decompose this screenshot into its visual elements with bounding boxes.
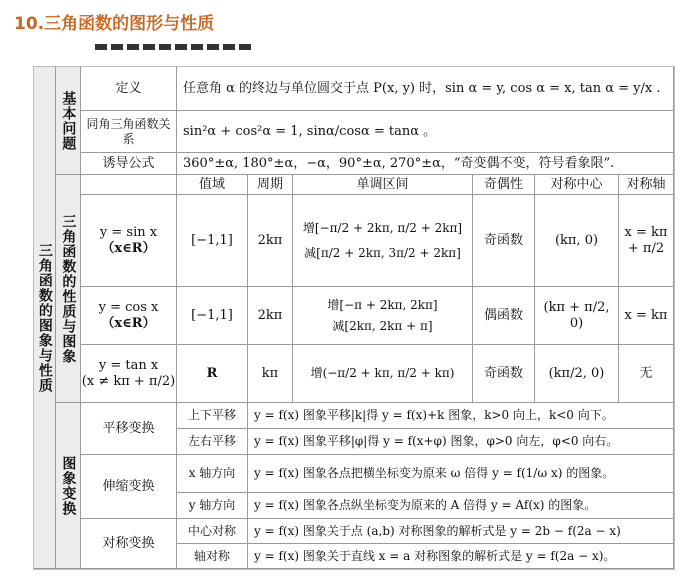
- transform-content-vertical-shift: y = f(x) 图象平移|k|得 y = f(x)+k 图象，k>0 向上，k<0 向下。: [248, 403, 674, 429]
- props-header-blank: [81, 175, 177, 195]
- fn-cos-center: (kπ + π/2, 0): [535, 287, 619, 345]
- prop-header-period: 周期: [248, 175, 293, 195]
- cropped-heading-fragment: [95, 44, 275, 54]
- fn-tan-range: R: [177, 345, 248, 403]
- big-header: 三角函数的图象与性质: [34, 67, 56, 569]
- fn-cos-parity: 偶函数: [473, 287, 535, 345]
- transform-content-center-symmetry: y = f(x) 图象关于点 (a,b) 对称图象的解析式是 y = 2b − f(2a − x): [248, 519, 674, 544]
- basic-content-definition: 任意角 α 的终边与单位圆交于点 P(x, y) 时，sin α = y, cos α = x, tan α = y/x .: [177, 67, 674, 111]
- prop-header-parity: 奇偶性: [473, 175, 535, 195]
- fn-cos-period: 2kπ: [248, 287, 293, 345]
- transform-label-horizontal-shift: 左右平移: [177, 429, 248, 455]
- transform-content-horizontal-shift: y = f(x) 图象平移|φ|得 y = f(x+φ) 图象，φ>0 向左，φ<0 向右。: [248, 429, 674, 455]
- basic-label-induction: 诱导公式: [81, 153, 177, 175]
- basic-content-identities: sin²α + cos²α = 1, sinα/cosα = tanα 。: [177, 111, 674, 153]
- fn-sin-period: 2kπ: [248, 195, 293, 287]
- fn-cos-range: [−1,1]: [177, 287, 248, 345]
- transform-label-axis-symmetry: 轴对称: [177, 544, 248, 569]
- fn-cos-axis: x = kπ: [619, 287, 674, 345]
- transform-label-center-symmetry: 中心对称: [177, 519, 248, 544]
- prop-header-monotonic: 单调区间: [293, 175, 473, 195]
- props-header: 三角函数的性质与图象: [56, 175, 81, 403]
- transform-group-symmetry: 对称变换: [81, 519, 177, 569]
- fn-sin-name: y = sin x （x∈R）: [81, 195, 177, 287]
- fn-tan-monotonic: 增(−π/2 + kπ, π/2 + kπ): [293, 345, 473, 403]
- page-title: 10.三角函数的图形与性质: [14, 14, 215, 34]
- transform-content-axis-symmetry: y = f(x) 图象关于直线 x = a 对称图象的解析式是 y = f(2a − x)。: [248, 544, 674, 569]
- fn-sin-monotonic: 增[−π/2 + 2kπ, π/2 + 2kπ] 减[π/2 + 2kπ, 3π/2 + 2kπ]: [293, 195, 473, 287]
- transform-label-x-scale: x 轴方向: [177, 455, 248, 493]
- fn-tan-name: y = tan x (x ≠ kπ + π/2): [81, 345, 177, 403]
- fn-tan-axis: 无: [619, 345, 674, 403]
- transform-content-x-scale: y = f(x) 图象各点把横坐标变为原来 ω 倍得 y = f(1/ω x) 的图象。: [248, 455, 674, 493]
- fn-cos-monotonic: 增[−π + 2kπ, 2kπ] 减[2kπ, 2kπ + π]: [293, 287, 473, 345]
- trig-table: [33, 66, 675, 570]
- prop-header-axis: 对称轴: [619, 175, 674, 195]
- transform-header: 图象变换: [56, 403, 81, 569]
- fn-cos-name: y = cos x （x∈R）: [81, 287, 177, 345]
- fn-sin-parity: 奇函数: [473, 195, 535, 287]
- transform-group-scale: 伸缩变换: [81, 455, 177, 519]
- transform-label-y-scale: y 轴方向: [177, 493, 248, 519]
- prop-header-range: 值域: [177, 175, 248, 195]
- transform-content-y-scale: y = f(x) 图象各点纵坐标变为原来的 A 倍得 y = Af(x) 的图象。: [248, 493, 674, 519]
- fn-tan-parity: 奇函数: [473, 345, 535, 403]
- basic-header: 基本问题: [56, 67, 81, 175]
- basic-label-definition: 定义: [81, 67, 177, 111]
- prop-header-center: 对称中心: [535, 175, 619, 195]
- transform-label-vertical-shift: 上下平移: [177, 403, 248, 429]
- fn-sin-axis: x = kπ + π/2: [619, 195, 674, 287]
- transform-group-shift: 平移变换: [81, 403, 177, 455]
- basic-label-identities: 同角三角函数关系: [81, 111, 177, 153]
- fn-sin-range: [−1,1]: [177, 195, 248, 287]
- fn-tan-period: kπ: [248, 345, 293, 403]
- fn-tan-center: (kπ/2, 0): [535, 345, 619, 403]
- basic-content-induction: 360°±α, 180°±α，−α，90°±α, 270°±α，“奇变偶不变，符号看象限”.: [177, 153, 674, 175]
- fn-sin-center: (kπ, 0): [535, 195, 619, 287]
